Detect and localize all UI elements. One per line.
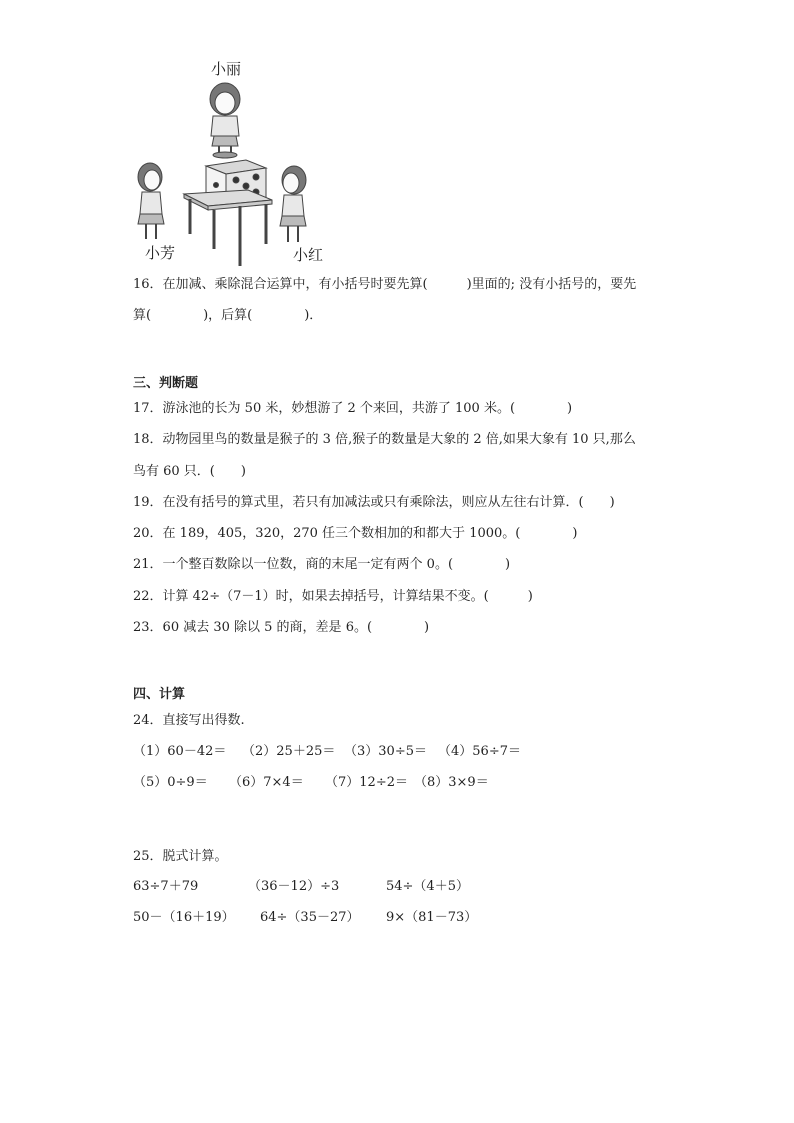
q24-item-7: （7）12÷2＝ <box>325 775 408 790</box>
q24-item-6: （6）7×4＝ <box>229 775 304 790</box>
question-18-line-1: 18．动物园里鸟的数量是猴子的 3 倍,猴子的数量是大象的 2 倍,如果大象有 10 只,那么 <box>133 432 636 447</box>
question-19: 19．在没有括号的算式里，若只有加减法或只有乘除法，则应从左往右计算．( ) <box>133 495 615 510</box>
girl-right-figure <box>280 166 306 242</box>
section-3-title: 三、判断题 <box>133 376 199 391</box>
question-21: 21．一个整百数除以一位数，商的末尾一定有两个 0。( ) <box>133 557 511 572</box>
q24-item-2: （2）25＋25＝ <box>242 744 336 759</box>
q24-item-4: （4）56÷7＝ <box>438 744 521 759</box>
q24-item-1: （1）60－42＝ <box>133 744 227 759</box>
section-4-title: 四、计算 <box>133 687 186 702</box>
question-22: 22．计算 42÷（7－1）时，如果去掉括号，计算结果不变。( ) <box>133 589 533 604</box>
q25-item-5: 64÷（35－27） <box>260 910 360 925</box>
table-shape <box>184 190 272 266</box>
q25-item-4: 50－（16＋19） <box>133 910 235 925</box>
q25-item-2: （36－12）÷3 <box>248 879 340 894</box>
dice-perspective-illustration <box>128 54 328 269</box>
question-24-title: 24．直接写出得数. <box>133 713 245 728</box>
name-label-top: 小丽 <box>211 60 242 78</box>
q24-item-5: （5）0÷9＝ <box>133 775 208 790</box>
name-label-left: 小芳 <box>145 244 176 262</box>
name-label-right: 小红 <box>293 246 324 264</box>
question-16-line-2: 算( )，后算( )． <box>133 308 323 323</box>
q25-item-1: 63÷7＋79 <box>133 879 199 894</box>
girl-left-figure <box>138 163 164 239</box>
question-18-line-2: 鸟有 60 只．( ) <box>133 464 246 479</box>
q25-item-6: 9×（81－73） <box>386 910 478 925</box>
q25-item-3: 54÷（4＋5） <box>386 879 469 894</box>
question-23: 23．60 减去 30 除以 5 的商，差是 6。( ) <box>133 620 430 635</box>
question-20: 20．在 189，405，320，270 任三个数相加的和都大于 1000。( ) <box>133 526 578 541</box>
girl-top-figure <box>210 83 240 158</box>
q24-item-3: （3）30÷5＝ <box>344 744 427 759</box>
question-16-line-1: 16．在加减、乘除混合运算中，有小括号时要先算( )里面的; 没有小括号的，要先 <box>133 277 637 292</box>
q24-item-8: （8）3×9＝ <box>414 775 489 790</box>
question-17: 17．游泳池的长为 50 米，妙想游了 2 个来回，共游了 100 米。( ) <box>133 401 573 416</box>
question-25-title: 25．脱式计算。 <box>133 849 228 864</box>
